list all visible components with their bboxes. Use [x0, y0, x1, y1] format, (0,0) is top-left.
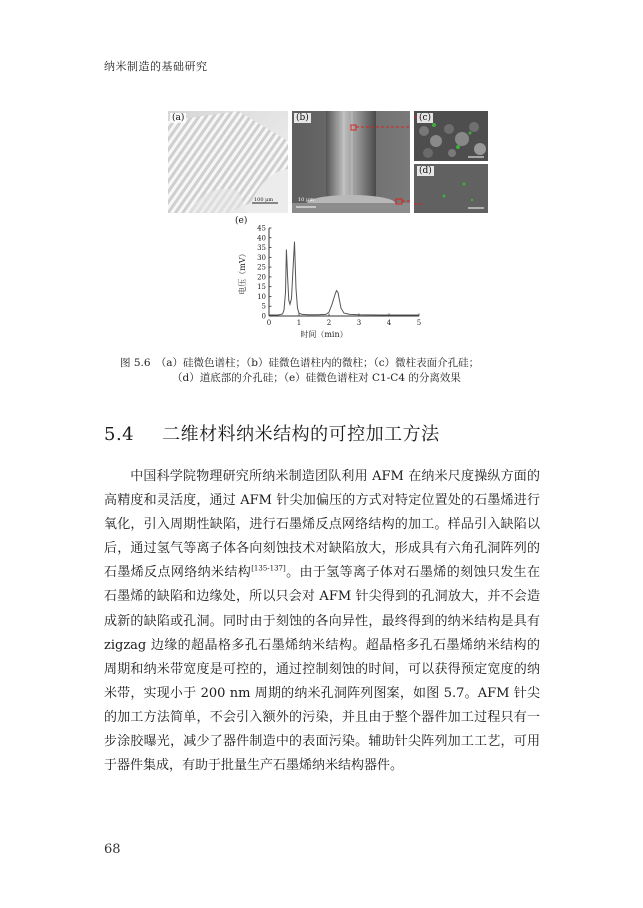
body-paragraph — [104, 465, 540, 778]
figure-panel-d — [414, 164, 488, 213]
x-tick-label: 4 — [386, 319, 392, 327]
y-tick-label: 0 — [261, 312, 266, 321]
y-tick-label: 45 — [257, 224, 266, 233]
y-tick-label: 10 — [257, 292, 266, 301]
section-title: 二维材料纳米结构的可控加工方法 — [162, 424, 440, 445]
y-tick-label: 15 — [257, 283, 266, 292]
scale-bar-b: 10 μm — [298, 197, 314, 203]
chromatogram-series-line — [269, 242, 419, 315]
x-tick-label: 5 — [416, 319, 422, 327]
x-axis-label: 时间（min） — [300, 330, 348, 339]
y-tick-label: 25 — [257, 263, 266, 272]
citation-reference: [135-137] — [251, 565, 286, 574]
x-tick-label: 1 — [296, 319, 302, 327]
figure-panel-e — [233, 216, 429, 340]
x-tick-label: 2 — [326, 319, 332, 327]
caption-line-1: 图 5.6 （a）硅微色谱柱；（b）硅微色谱柱内的微柱；（c）微柱表面介孔硅； — [120, 357, 480, 369]
x-tick-label: 0 — [266, 319, 272, 327]
panel-label-c: (c) — [419, 113, 432, 123]
section-heading — [104, 420, 440, 446]
y-axis-label: 电压（mV） — [238, 249, 247, 295]
panel-label-e: (e) — [235, 216, 248, 226]
page-number: 68 — [104, 842, 121, 857]
panel-label-b: (b) — [296, 113, 309, 123]
panel-label-a: (a) — [172, 113, 185, 123]
body-text-part-1: 中国科学院物理研究所纳米制造团队利用 AFM 在纳米尺度操纵方面的高精度和灵活度，通过 AFM 针尖加偏压的方式对特定位置处的石墨烯进行氧化，引入周期性缺陷，进行石墨烯反点网络结构的加工。样品引入缺陷以后，通过氢气等离子体各向刻蚀技术对缺陷放大，形成具有六角孔洞阵列的石墨烯反点网络纳米结构 — [104, 469, 540, 581]
running-head: 纳米制造的基础研究 — [104, 60, 208, 73]
panel-label-d: (d) — [419, 166, 432, 176]
figure-panel-b — [292, 111, 410, 213]
y-tick-label: 40 — [257, 234, 266, 243]
separation-chromatogram-chart — [233, 216, 429, 340]
caption-line-2: （d）道底部的介孔硅；（e）硅微色谱柱对 C1-C4 的分离效果 — [172, 372, 461, 384]
figure-panel-c — [414, 111, 488, 161]
body-text-part-2: 。由于氢等离子体对石墨烯的刻蚀只发生在石墨烯的缺陷和边缘处，所以只会对 AFM 针尖得到的孔洞放大，并不会造成新的缺陷或孔洞。同时由于刻蚀的各向异性，最终得到的纳米结构是具有 zigzag 边缘的超晶格多孔石墨烯纳米结构。超晶格多孔石墨烯纳米结构的周期和纳米带宽度是可控的，通过控制刻蚀的时间，可以获得预定宽度的纳米带，实现小于 200 nm 周期的纳米孔洞阵列图案，如图 5.7。AFM 针尖的加工方法简单，不会引入额外的污染，并且由于整个器件加工过程只有一步涂胶曝光，减少了器件制造中的表面污染。辅助针尖阵列加工工艺，可用于器件集成，有助于批量生产石墨烯纳米结构器件。 — [104, 565, 540, 774]
section-number: 5.4 — [104, 424, 135, 445]
figure-panel-a — [168, 111, 288, 213]
y-tick-label: 30 — [257, 253, 266, 262]
figure-caption — [120, 356, 540, 386]
y-tick-label: 35 — [257, 244, 266, 253]
y-tick-label: 20 — [257, 273, 266, 282]
x-tick-label: 3 — [356, 319, 362, 327]
chart-axes — [269, 228, 419, 316]
y-tick-label: 5 — [261, 302, 266, 311]
scale-bar-a: 100 μm — [254, 197, 274, 203]
